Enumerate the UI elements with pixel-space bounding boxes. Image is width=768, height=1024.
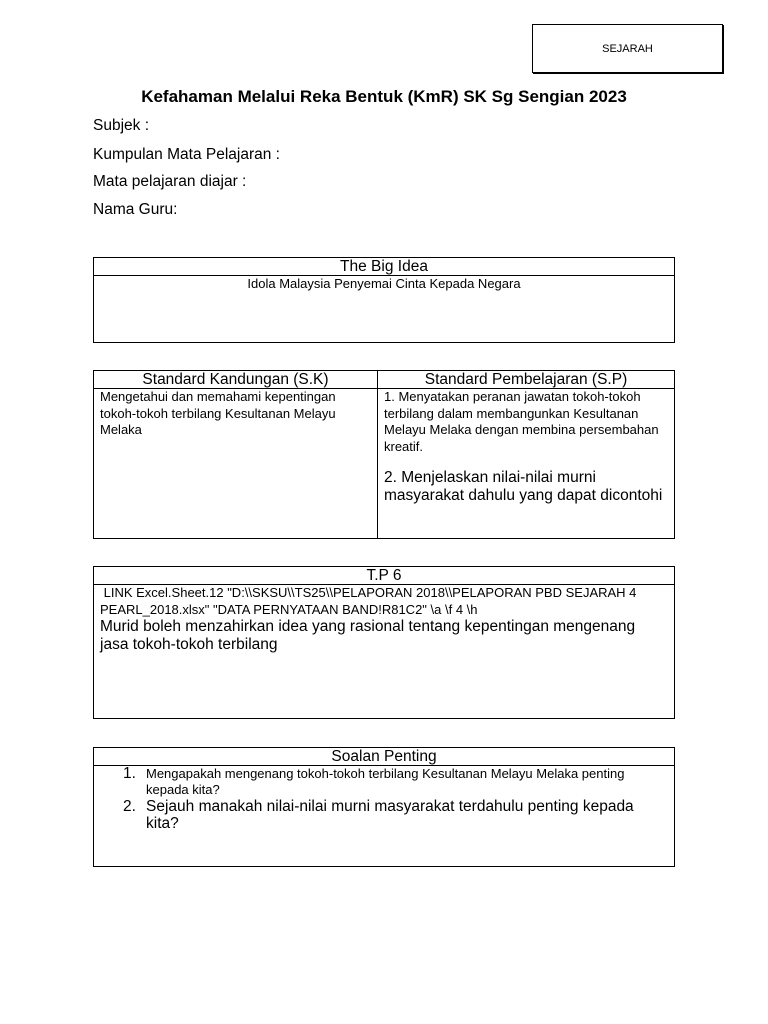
sk-heading: Standard Kandungan (S.K) [142,371,329,388]
field-nama-guru: Nama Guru: [93,201,178,218]
question-list [94,766,674,832]
big-idea-table [93,257,675,343]
standards-table [93,370,675,539]
tp-field-code: LINK Excel.Sheet.12 "D:\\SKSU\\TS25\\PELAPORAN 2018\\PELAPORAN PBD SEJARAH 4 PEARL_2018.xlsx" "DATA PERNYATAAN BAND!R81C2" \a \f 4 \h [100,585,641,617]
question-number: 2. [123,798,136,815]
big-idea-heading: The Big Idea [94,258,674,276]
soalan-penting-table [93,747,675,867]
standards-header-row [94,371,674,389]
subject-label-box [532,24,723,73]
sp-item: 2. Menjelaskan nilai-nilai murni masyarakat dahulu yang dapat dicontohi [384,469,663,504]
question-text: Sejauh manakah nilai-nilai murni masyarakat terdahulu penting kepada kita? [146,798,634,832]
tp-table [93,566,675,719]
field-subjek: Subjek : [93,117,150,134]
question-number: 1. [123,765,136,782]
sp-cell [378,389,674,505]
tp-heading: T.P 6 [94,567,674,585]
question-text: Mengapakah mengenang tokoh-tokoh terbilang Kesultanan Melayu Melaka penting kepada kita? [146,766,625,797]
field-mata-pelajaran-diajar: Mata pelajaran diajar : [93,173,247,190]
question-item [94,798,674,832]
sp-item: 1. Menyatakan peranan jawatan tokoh-tokoh terbilang dalam membangunkan Kesultanan Melayu Melaka dengan membina persembahan kreatif. [384,389,659,454]
field-kumpulan-mata-pelajaran: Kumpulan Mata Pelajaran : [93,146,280,163]
question-item [94,766,674,798]
tp-statement: Murid boleh menzahirkan idea yang rasional tentang kepentingan mengenang jasa tokoh-tokoh terbilang [100,618,636,653]
soalan-heading: Soalan Penting [94,748,674,766]
big-idea-content: Idola Malaysia Penyemai Cinta Kepada Negara [247,276,521,291]
tp-body [94,585,674,653]
subject-label: SEJARAH [602,42,653,55]
sp-heading: Standard Pembelajaran (S.P) [424,371,628,388]
document-title: Kefahaman Melalui Reka Bentuk (KmR) SK Sg Sengian 2023 [141,87,627,106]
sk-content: Mengetahui dan memahami kepentingan tokoh-tokoh terbilang Kesultanan Melayu Melaka [100,389,336,437]
